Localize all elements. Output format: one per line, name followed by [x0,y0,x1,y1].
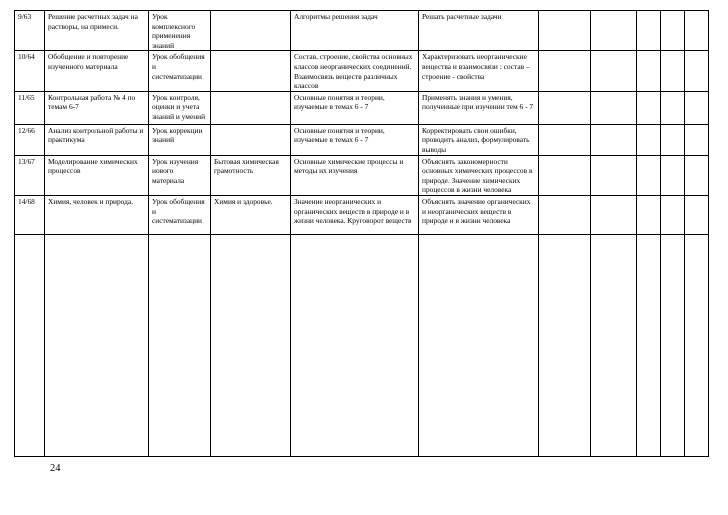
empty-cell [637,11,661,51]
lesson-number: 10/64 [15,51,45,91]
lesson-topic: Анализ контрольной работы и практикума [45,124,149,155]
empty-cell [539,195,591,234]
empty-cell [661,195,685,234]
empty-cell [661,11,685,51]
lesson-requirements: Характеризовать неорганические вещества и взаимосвязи : состав – строение - свойства [419,51,539,91]
empty-cell [685,91,709,124]
lesson-topic: Обобщение и повторение изученного материала [45,51,149,91]
empty-cell [591,11,637,51]
empty-cell [539,11,591,51]
empty-cell [661,51,685,91]
empty-cell [539,124,591,155]
empty-cell [661,91,685,124]
lesson-number: 9/63 [15,11,45,51]
lesson-content: Основные химические процессы и методы их изучения [291,155,419,195]
empty-cell [637,155,661,195]
lesson-type: Урок изучения нового материала [149,155,211,195]
page-number: 24 [50,463,61,474]
lesson-extra [211,11,291,51]
lesson-type: Урок обобщения и систематизации [149,51,211,91]
lesson-extra [211,124,291,155]
lesson-content: Состав, строение, свойства основных классов неорганических соединений. Взаимосвязь веществ различных классов [291,51,419,91]
lesson-topic: Контрольная работа № 4 по темам 6-7 [45,91,149,124]
empty-cell [637,234,661,456]
lesson-type: Урок контроля, оценки и учета знаний и умений [149,91,211,124]
lesson-content: Значение неорганических и органических веществ в природе и в жизни человека. Круговорот веществ [291,195,419,234]
empty-cell [685,51,709,91]
empty-cell [211,234,291,456]
lesson-number: 12/66 [15,124,45,155]
empty-cell [637,91,661,124]
empty-cell [591,234,637,456]
empty-cell [661,155,685,195]
table-row [15,51,709,91]
empty-cell [637,124,661,155]
lesson-requirements: Объяснять закономерности основных химических процессов в природе. Значение химических процессов в жизни человека [419,155,539,195]
empty-cell [539,155,591,195]
empty-cell [539,91,591,124]
lesson-content: Основные понятия и теории, изучаемые в темах 6 - 7 [291,124,419,155]
empty-cell [685,124,709,155]
lesson-type: Урок коррекции знаний [149,124,211,155]
lesson-extra: Химия и здоровье. [211,195,291,234]
empty-cell [661,124,685,155]
lesson-extra [211,91,291,124]
table-row [15,91,709,124]
table-row [15,11,709,51]
lesson-number: 14/68 [15,195,45,234]
empty-cell [291,234,419,456]
empty-cell [45,234,149,456]
empty-cell [591,124,637,155]
empty-cell [539,51,591,91]
lesson-topic: Моделирование химических процессов [45,155,149,195]
empty-row [15,234,709,456]
lesson-requirements: Решать расчетные задачи [419,11,539,51]
empty-cell [419,234,539,456]
lesson-type: Урок комплексного применения знаний [149,11,211,51]
lesson-extra [211,51,291,91]
empty-cell [539,234,591,456]
lesson-topic: Химия, человек и природа. [45,195,149,234]
lesson-requirements: Объяснять значение органических и неорганических веществ в природе и в жизни человека [419,195,539,234]
table-row [15,124,709,155]
lesson-requirements: Применять знания и умения, полученные при изучении тем 6 - 7 [419,91,539,124]
empty-cell [15,234,45,456]
table-row [15,155,709,195]
lesson-plan-table [14,10,709,457]
empty-cell [149,234,211,456]
empty-cell [685,155,709,195]
empty-cell [685,11,709,51]
empty-cell [685,195,709,234]
lesson-extra: Бытовая химическая грамотность [211,155,291,195]
empty-cell [661,234,685,456]
lesson-content: Алгоритмы решения задач [291,11,419,51]
empty-cell [591,195,637,234]
table-row [15,195,709,234]
empty-cell [591,91,637,124]
empty-cell [637,195,661,234]
lesson-number: 13/67 [15,155,45,195]
lesson-requirements: Корректировать свои ошибки, проводить анализ, формулировать выводы [419,124,539,155]
lesson-number: 11/65 [15,91,45,124]
lesson-type: Урок обобщения и систематизации [149,195,211,234]
lesson-topic: Решение расчетных задач на растворы, на примеси. [45,11,149,51]
empty-cell [591,155,637,195]
lesson-content: Основные понятия и теории, изучаемые в темах 6 - 7 [291,91,419,124]
empty-cell [685,234,709,456]
empty-cell [591,51,637,91]
empty-cell [637,51,661,91]
